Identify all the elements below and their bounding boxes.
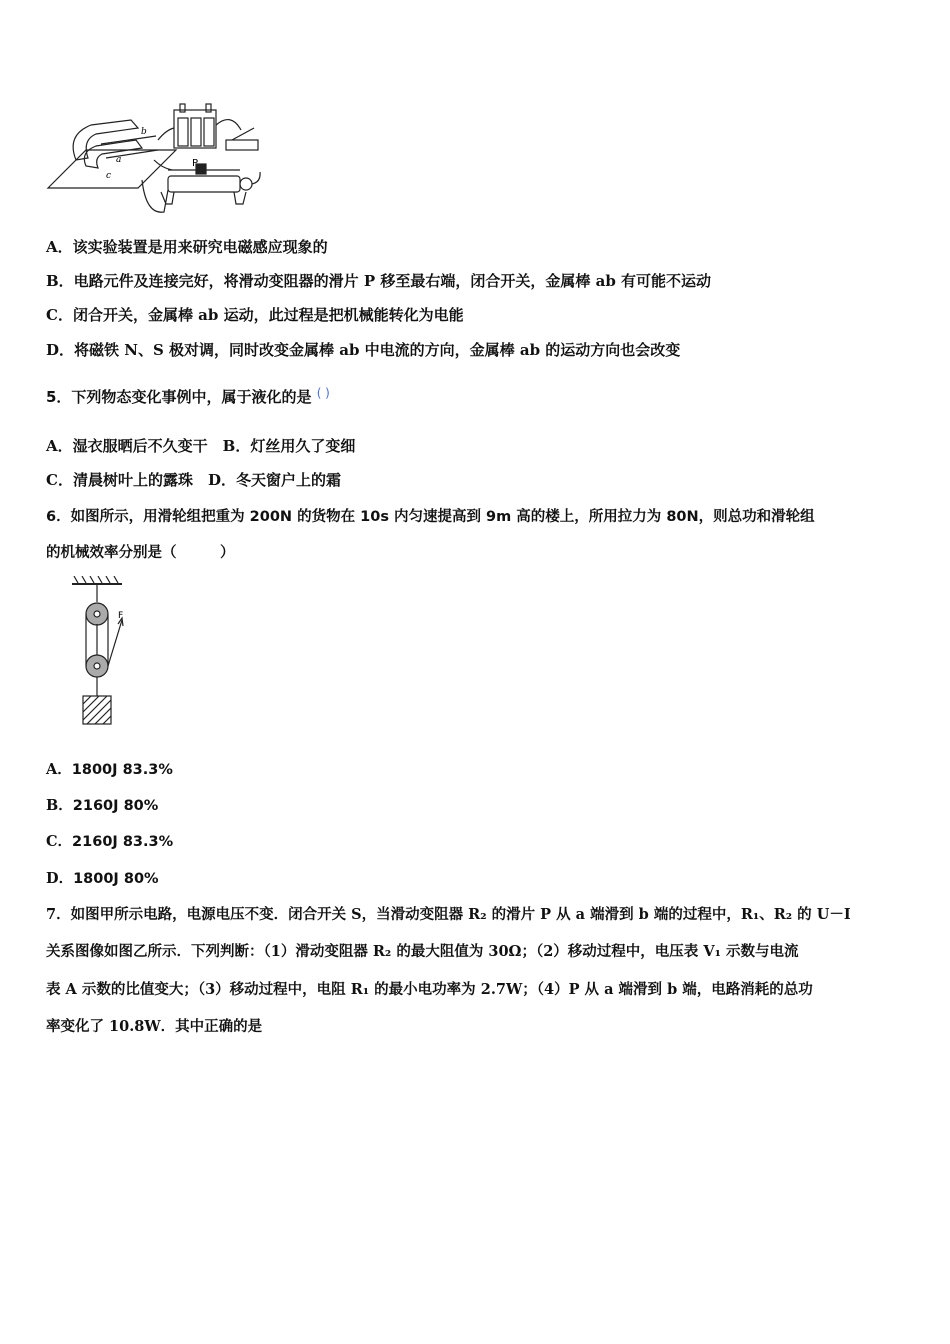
label-a: a bbox=[116, 155, 122, 165]
q4-option-c: C．闭合开关，金属棒 ab 运动，此过程是把机械能转化为电能 bbox=[46, 306, 464, 324]
q6-option-a bbox=[46, 758, 173, 779]
q6-option-c bbox=[46, 830, 173, 851]
q6-option-d-label: D． bbox=[46, 870, 74, 887]
motor-experiment-figure bbox=[46, 100, 276, 220]
q5-paren: ( ) bbox=[316, 386, 330, 400]
q4-option-d: D．将磁铁 N、S 极对调，同时改变金属棒 ab 中电流的方向，金属棒 ab 的运动方向也会改变 bbox=[46, 341, 681, 359]
q5-options-row1: A．湿衣服晒后不久变干 B．灯丝用久了变细 bbox=[46, 437, 356, 455]
q7-line3: 表 A 示数的比值变大；（3）移动过程中，电阻 R₁ 的最小电功率为 2.7W；（4）P 从 a 端滑到 b 端，电路消耗的总功 bbox=[46, 981, 813, 998]
pulley-figure bbox=[68, 576, 138, 728]
label-b: b bbox=[141, 127, 147, 137]
q6-option-b bbox=[46, 794, 158, 815]
label-c: c bbox=[106, 171, 112, 181]
q6-stem-line2: 的机械效率分别是（ ） bbox=[46, 545, 235, 561]
q6-stem-line1: 6．如图所示，用滑轮组把重为 200N 的货物在 10s 内匀速提高到 9m 高的楼上，所用拉力为 80N，则总功和滑轮组 bbox=[46, 509, 815, 525]
q6-option-c-value: 2160J 83.3% bbox=[72, 834, 174, 850]
q5-options-row2: C．清晨树叶上的露珠 D．冬天窗户上的霜 bbox=[46, 471, 341, 489]
q4-option-b: B．电路元件及连接完好，将滑动变阻器的滑片 P 移至最右端，闭合开关，金属棒 ab 有可能不运动 bbox=[46, 272, 712, 290]
q6-option-b-value: 2160J 80% bbox=[72, 798, 159, 814]
q6-option-b-label: B． bbox=[46, 797, 73, 814]
q7-line4: 率变化了 10.8W．其中正确的是 bbox=[46, 1018, 263, 1035]
label-p: P bbox=[192, 158, 199, 169]
q6-option-a-label: A． bbox=[46, 761, 72, 778]
q7-line2: 关系图像如图乙所示．下列判断：（1）滑动变阻器 R₂ 的最大阻值为 30Ω；（2）移动过程中，电压表 V₁ 示数与电流 bbox=[46, 943, 799, 960]
q5-stem-text: 5．下列物态变化事例中，属于液化的是 bbox=[46, 388, 312, 406]
q5-stem bbox=[46, 386, 330, 407]
q7-line1: 7．如图甲所示电路，电源电压不变．闭合开关 S，当滑动变阻器 R₂ 的滑片 P 从 a 端滑到 b 端的过程中，R₁、R₂ 的 U－I bbox=[46, 906, 851, 923]
force-label: F bbox=[118, 611, 124, 621]
q6-option-c-label: C． bbox=[46, 833, 73, 850]
q6-option-a-value: 1800J 83.3% bbox=[71, 762, 173, 778]
q6-option-d-value: 1800J 80% bbox=[73, 871, 159, 887]
q6-option-d bbox=[46, 867, 159, 888]
q4-option-a: A．该实验装置是用来研究电磁感应现象的 bbox=[46, 238, 328, 256]
